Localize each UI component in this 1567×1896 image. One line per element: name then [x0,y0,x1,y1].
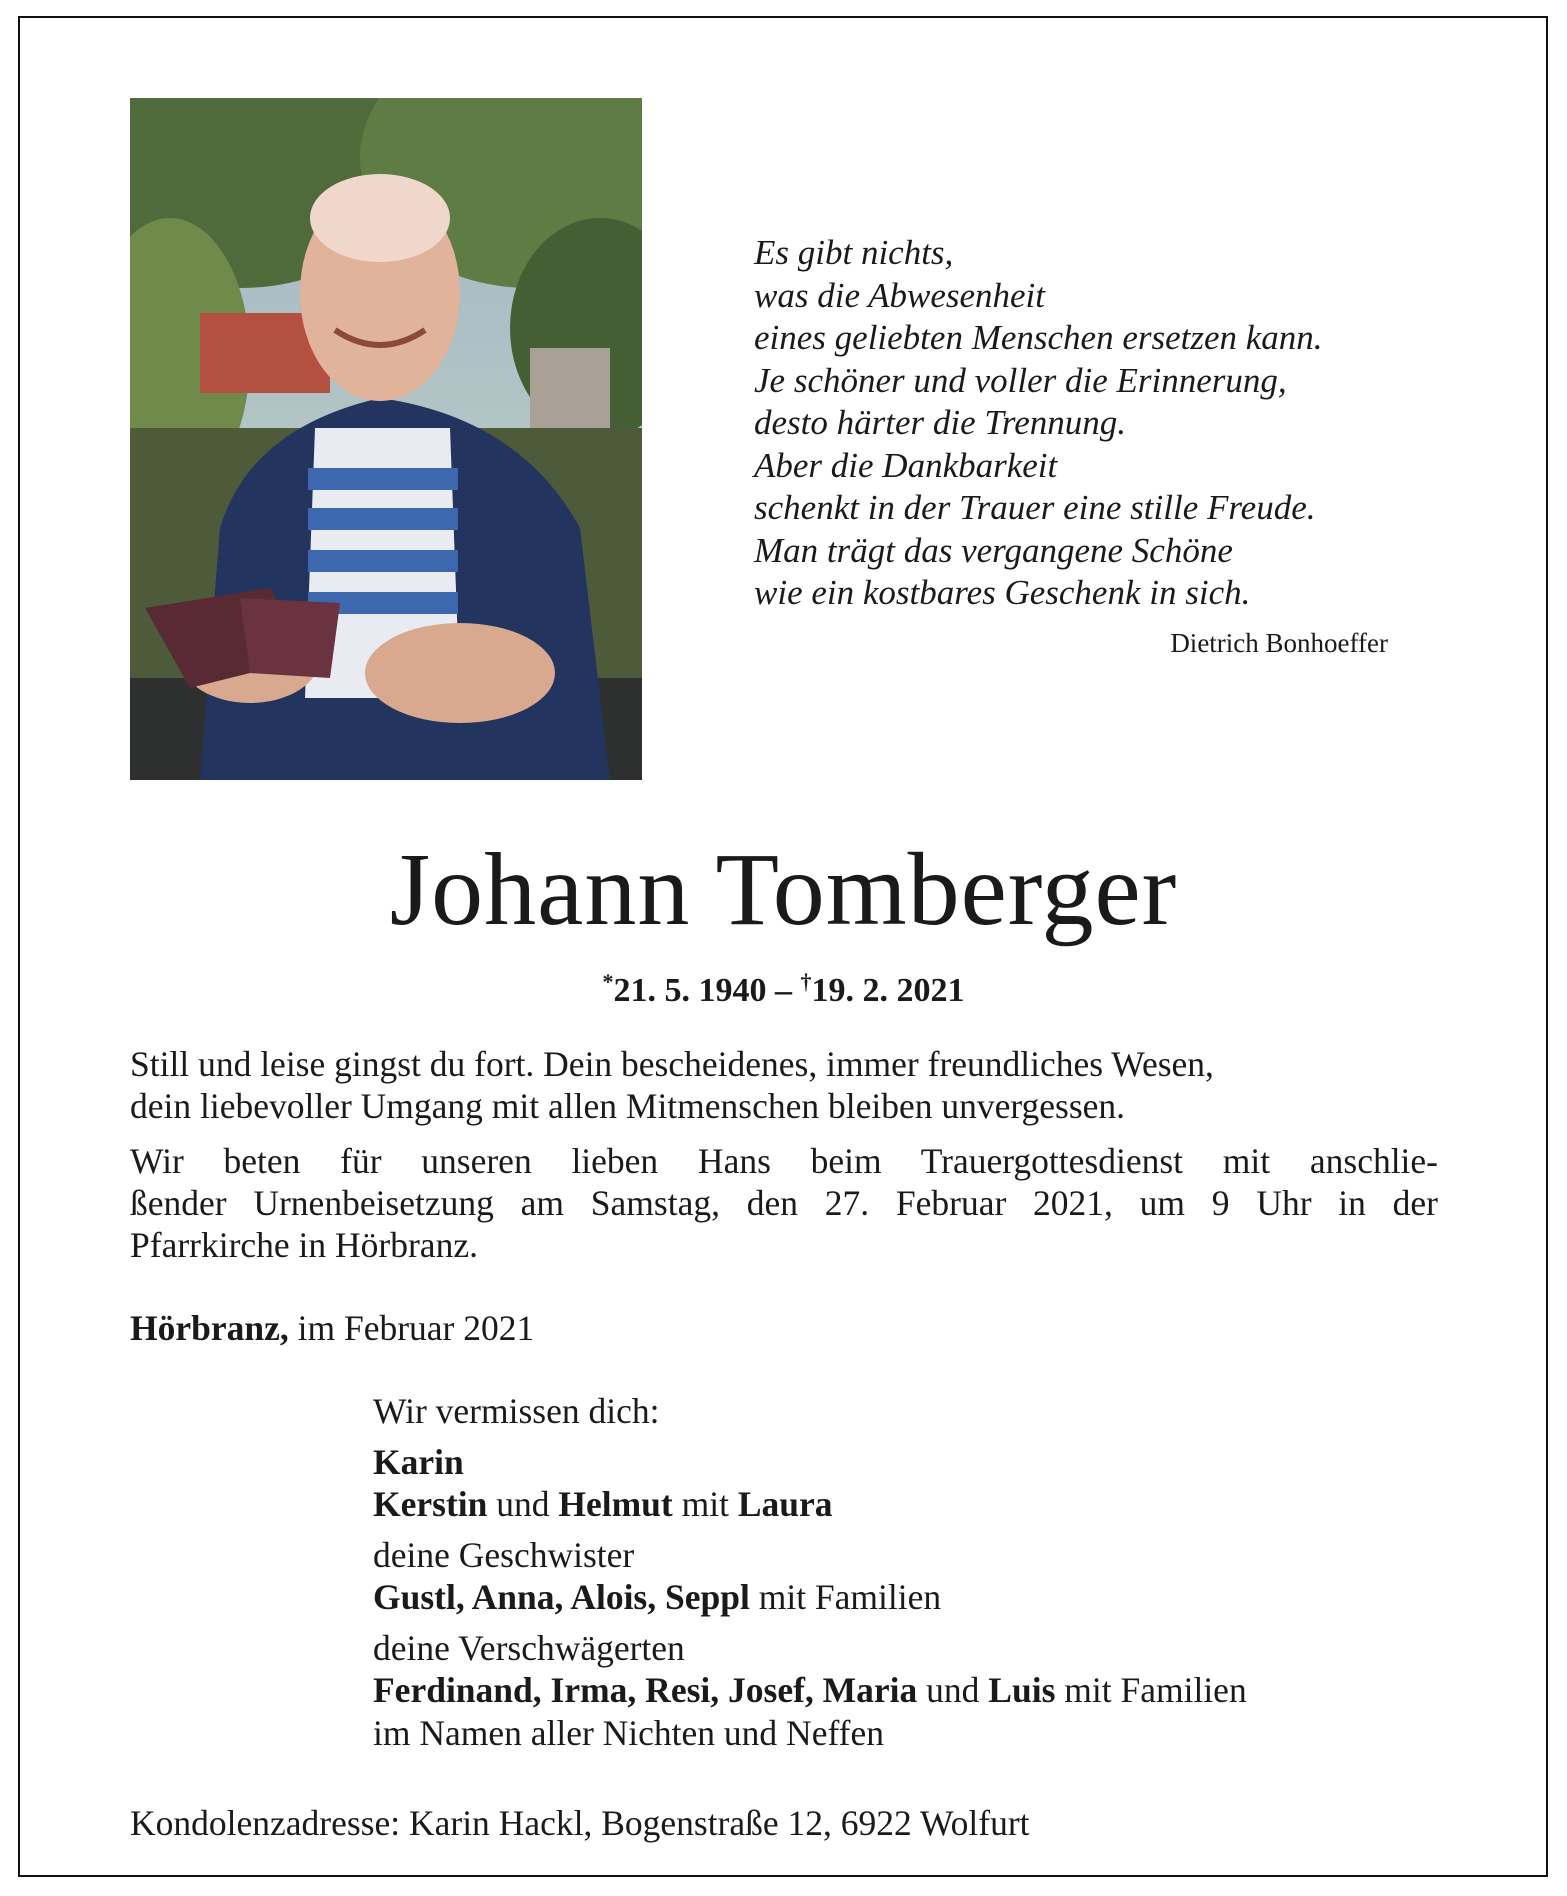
family-closing: im Namen aller Nichten und Neffen [373,1712,884,1753]
poem-line: Je schöner und voller die Erinnerung, [754,360,1287,400]
portrait-image [130,98,642,780]
poem-line: Aber die Dankbarkeit [754,445,1058,485]
poem-line: wie ein kostbares Geschenk in sich. [754,573,1251,612]
connector: mit [672,1484,738,1524]
deceased-name: Johann Tomberger [389,832,1178,947]
poem-line: Es gibt nichts, [754,233,954,272]
family-block [373,1390,1453,1754]
poem-author: Dietrich Bonhoeffer [1170,628,1388,658]
place-date-text: im Februar 2021 [288,1308,535,1348]
poem-line: was die Abwesenheit [754,275,1045,315]
family-member: Karin [373,1441,464,1482]
family-intro: Wir vermissen dich: [373,1391,660,1431]
inlaws-label: deine Verschwägerten [373,1627,685,1668]
condolence-address: Kondolenzadresse: Karin Hackl, Bogenstraße 12, 6922 Wolfurt [130,1803,1030,1843]
family-member: Helmut [558,1484,673,1524]
text-line: Still und leise gingst du fort. Dein bescheidenes, immer freundliches Wesen, [130,1044,1214,1084]
service-paragraph [130,1140,1438,1266]
text-line: ßender Urnenbeisetzung am Samstag, den 27. Februar 2021, um 9 Uhr in der [130,1183,1438,1223]
siblings-names: Gustl, Anna, Alois, Seppl [373,1577,750,1617]
life-dates [0,960,1567,1013]
poem-line: schenkt in der Trauer eine stille Freude. [754,488,1316,527]
born-symbol: * [602,969,614,994]
death-date: 19. 2. 2021 [811,972,965,1009]
portrait-photo [130,98,642,780]
connector: und [917,1670,989,1710]
text-line: dein liebevoller Umgang mit allen Mitmenschen bleiben unvergessen. [130,1086,1126,1126]
poem-line: eines geliebten Menschen ersetzen kann. [754,318,1323,357]
place-date [130,1307,534,1349]
poem [754,232,1414,615]
siblings-suffix: mit Familien [749,1577,942,1617]
family-member: Kerstin [373,1484,488,1524]
siblings-label: deine Geschwister [373,1534,635,1575]
poem-line: Man trägt das vergangene Schöne [754,530,1233,570]
text-line: Wir beten für unseren lieben Hans beim Trauergottesdienst mit anschlie- [130,1141,1438,1181]
connector: und [487,1484,559,1524]
family-member: Luis [988,1670,1056,1710]
inlaws-names: Ferdinand, Irma, Resi, Josef, Maria [373,1670,918,1710]
place-name: Hörbranz, [130,1308,289,1348]
inlaws-suffix: mit Familien [1055,1670,1247,1710]
text-line: Pfarrkirche in Hörbranz. [130,1225,478,1265]
poem-line: desto härter die Trennung. [754,403,1127,442]
birth-date: 21. 5. 1940 [613,972,767,1009]
tribute-paragraph [130,1043,1438,1127]
family-member: Laura [737,1484,833,1524]
date-dash: – [766,972,801,1009]
died-symbol: † [800,969,812,994]
